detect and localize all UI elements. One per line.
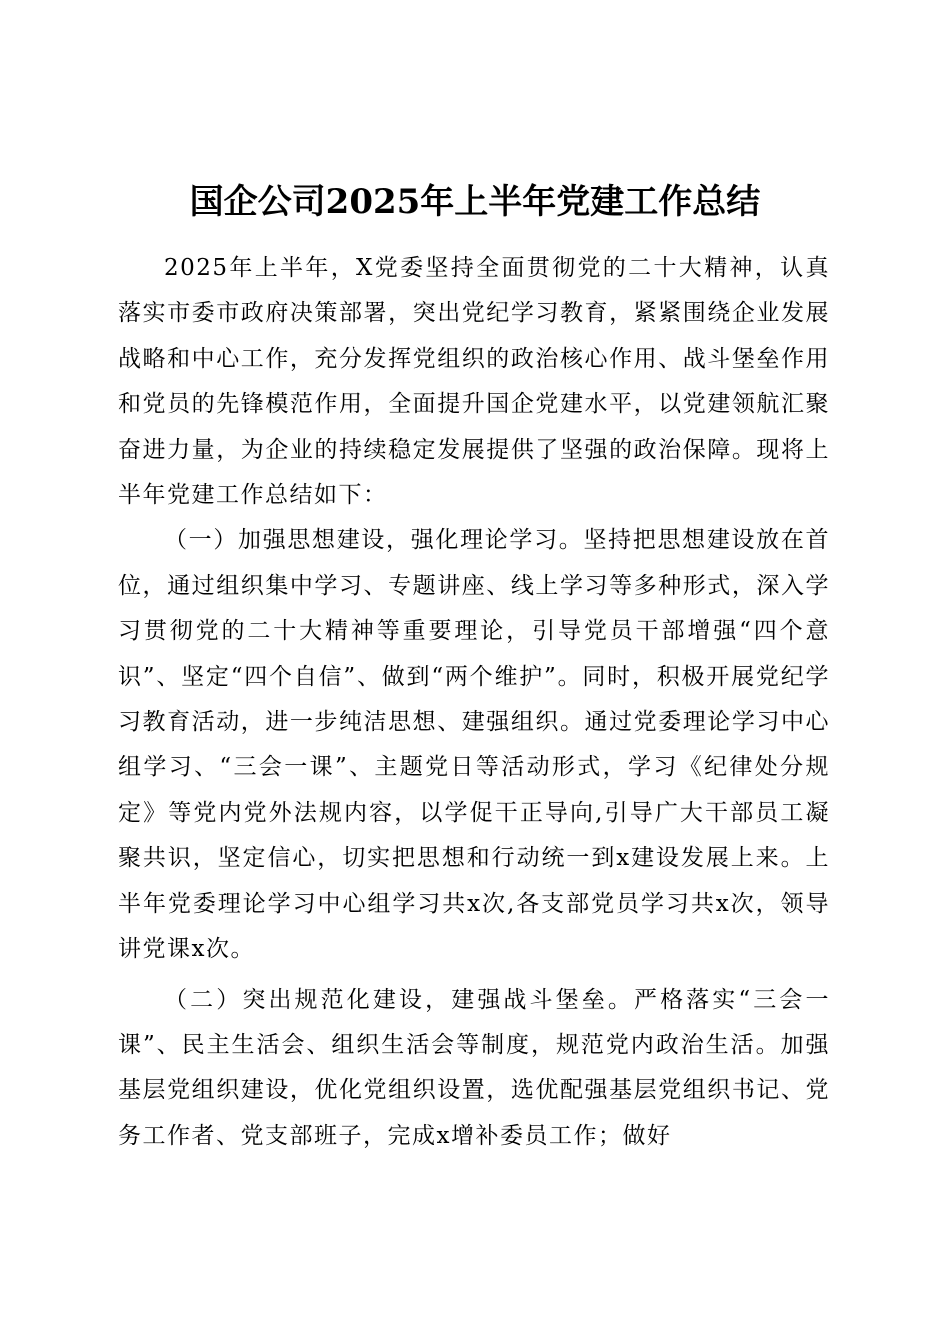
intro-paragraph: 2025年上半年，X党委坚持全面贯彻党的二十大精神，认真落实市委市政府决策部署，突出党纪学习教育，紧紧围绕企业发展战略和中心工作，充分发挥党组织的政治核心作用、战斗堡垒作用和党员的先锋模范作用，全面提升国企党建水平，以党建领航汇聚奋进力量，为企业的持续稳定发展提供了坚强的政治保障。现将上半年党建工作总结如下： (118, 255, 830, 509)
document-title: 国企公司2025年上半年党建工作总结 (189, 182, 761, 222)
section-1-paragraph (118, 518, 830, 972)
section-1-body: 坚持把思想建设放在首位，通过组织集中学习、专题讲座、线上学习等多种形式，深入学习贯彻党的二十大精神等重要理论，引导党员干部增强“四个意识”、坚定“四个自信”、做到“两个维护”。同时，积极开展党纪学习教育活动，进一步纯洁思想、建强组织。通过党委理论学习中心组学习、“三会一课”、主题党日等活动形式，学习《纪律处分规定》等党内党外法规内容，以学促干正导向,引导广大干部员工凝聚共识，坚定信心，切实把思想和行动统一到x建设发展上来。上半年党委理论学习中心组学习共x次,各支部党员学习共x次，领导讲党课x次。 (118, 527, 831, 963)
section-1-heading: （一）加强思想建设，强化理论学习。 (164, 527, 584, 554)
section-2-body: 严格落实“三会一课”、民主生活会、组织生活会等制度，规范党内政治生活。加强基层党组织建设，优化党组织设置，选优配强基层党组织书记、党务工作者、党支部班子，完成x增补委员工作；做好 (118, 986, 830, 1149)
section-2-paragraph (118, 978, 830, 1160)
section-2-heading: （二）突出规范化建设，建强战斗堡垒。 (164, 986, 634, 1013)
document-body (118, 246, 830, 1159)
